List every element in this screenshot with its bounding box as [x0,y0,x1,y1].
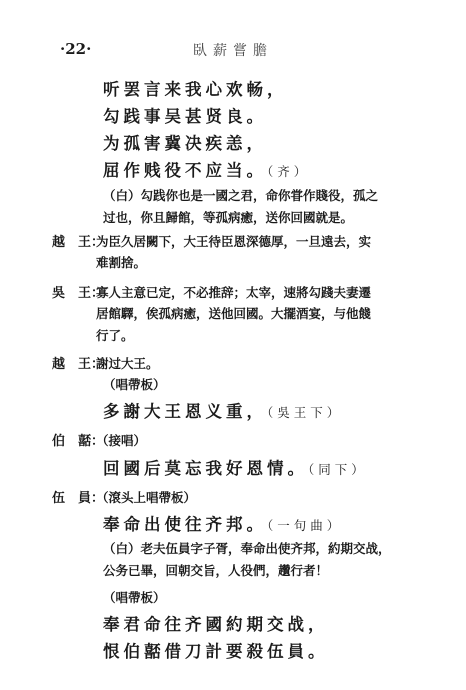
script-line [103,611,329,635]
line-text: 难割捨。 [96,255,147,270]
script-line [103,375,166,393]
running-title: 臥薪嘗膽 [193,43,273,59]
page-number: ·22· [60,40,92,58]
speaker-label: 吳 王： [52,286,105,301]
script-line [96,326,134,344]
line-text: 行了。 [96,328,134,343]
line-text: 为臣久居闕下，大王待臣恩深德厚，一旦遠去，实 [96,234,372,249]
stage-cue: （一句曲） [267,518,344,533]
script-line [96,304,371,322]
script-line [52,282,371,301]
script-line [103,561,328,579]
script-line [103,103,267,127]
script-line [52,353,159,372]
script-line [103,455,368,479]
script-line [103,398,343,422]
line-text: （唱帶板） [103,590,166,605]
line-text: 奉君命往齐國約期交战， [103,615,329,634]
line-text: 寡人主意已定，不必推辞；太宰，速將勾踐夫妻遷 [96,285,372,300]
line-text: 屈作贱役不应当。 [103,161,267,180]
script-line [103,186,378,204]
line-text: 回國后莫忘我好恩情。 [103,459,308,478]
line-text: 奉命出使往齐邦。 [103,515,267,534]
line-text: 为孤害冀决疾恙， [103,134,267,153]
script-line [103,130,267,154]
speaker-label: 伍 員： [52,491,105,506]
line-text: （接唱） [96,433,147,448]
stage-cue: （吳王下） [267,405,344,420]
line-text: （白）勾践你也是一國之君，命你甞作賤役，孤之 [103,188,379,203]
script-line [52,430,146,449]
script-line [103,588,166,606]
script-line [103,208,353,226]
line-text: 居館驛，俟孤病癒，送他回國。大擺酒宴，与他餞 [96,306,372,321]
script-line [96,253,146,271]
speaker-label: 伯 嚭： [52,434,105,449]
script-line [103,511,343,535]
script-line [103,539,391,557]
page-header [60,40,406,60]
line-text: 恨伯嚭借刀計要殺伍員。 [103,642,329,661]
line-text: （唱帶板） [103,377,166,392]
line-text: 勾践事吴甚贤良。 [103,107,267,126]
speaker-label: 越 王： [52,357,105,372]
stage-cue: （同下） [308,462,368,477]
line-text: （滾头上唱帶板） [96,490,197,505]
speaker-label: 越 王： [52,235,105,250]
script-line [103,638,329,662]
line-text: 过也，你且歸館，等孤病癒，送你回國就是。 [103,210,354,225]
script-line [103,157,310,181]
script-line [52,487,196,506]
stage-cue: （齐） [267,164,311,179]
line-text: 公务已畢，回朝交旨，人役們，趲行者！ [103,563,329,578]
line-text: 多謝大王恩义重， [103,402,267,421]
script-line [103,76,288,100]
line-text: 謝过大王。 [96,356,159,371]
line-text: （白）老夫伍員字子胥，奉命出使齐邦，約期交战， [103,541,391,556]
line-text: 听罢言来我心欢畅， [103,80,288,99]
script-line [52,231,371,250]
